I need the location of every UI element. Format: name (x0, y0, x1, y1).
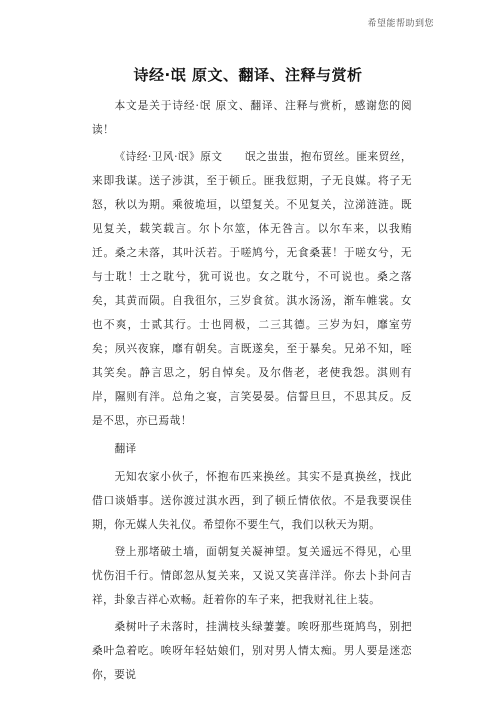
header-note: 希望能帮助到您 (367, 19, 434, 29)
translation-paragraph: 无知农家小伙子，怀抱布匹来换丝。其实不是真换丝，找此借口谈婚事。送你渡过淇水西，到了顿丘情依依。不是我要误佳期，你无媒人失礼仪。希望你不要生气，我们以秋天为期。 (92, 470, 412, 531)
page-title: 诗经·氓 原文、翻译、注释与赏析 (133, 66, 363, 84)
intro-paragraph: 本文是关于诗经·氓 原文、翻译、注释与赏析，感谢您的阅读！ (92, 99, 412, 136)
document-body (92, 94, 412, 690)
translation-heading: 翻译 (114, 442, 137, 455)
translation-paragraph: 桑树叶子未落时，挂满枝头绿萋萋。唉呀那些斑鸠鸟，别把桑叶急着吃。唉呀年轻姑娘们，别对男人情太痴。男人要是迷恋你，要说 (92, 620, 412, 681)
translation-paragraph: 登上那堵破土墙，面朝复关凝神望。复关遥远不得见，心里忧伤泪千行。情郎忽从复关来，又说又笑喜洋洋。你去卜卦问吉祥，卦象吉祥心欢畅。赶着你的车子来，把我财礼往上装。 (92, 545, 412, 606)
original-text-paragraph: 《诗经·卫风·氓》原文 氓之蚩蚩，抱布贸丝。匪来贸丝，来即我谋。送子涉淇，至于顿丘。匪我愆期，子无良媒。将子无怒，秋以为期。乘彼垝垣，以望复关。不见复关，泣涕涟涟。既见复关，载笑载言。尔卜尔筮，体无咎言。以尔车来，以我贿迁。桑之未落，其叶沃若。于嗟鸠兮，无食桑葚！于嗟女兮，无与士耽！士之耽兮，犹可说也。女之耽兮，不可说也。桑之落矣，其黄而陨。自我徂尔，三岁食贫。淇水汤汤，渐车帷裳。女也不爽，士贰其行。士也罔极，二三其德。三岁为妇，靡室劳矣；夙兴夜寐，靡有朝矣。言既遂矣，至于暴矣。兄弟不知，咥其笑矣。静言思之，躬自悼矣。及尔偕老，老使我怨。淇则有岸，隰则有泮。总角之宴，言笑晏晏。信誓旦旦，不思其反。反是不思，亦已焉哉！ (92, 150, 412, 427)
